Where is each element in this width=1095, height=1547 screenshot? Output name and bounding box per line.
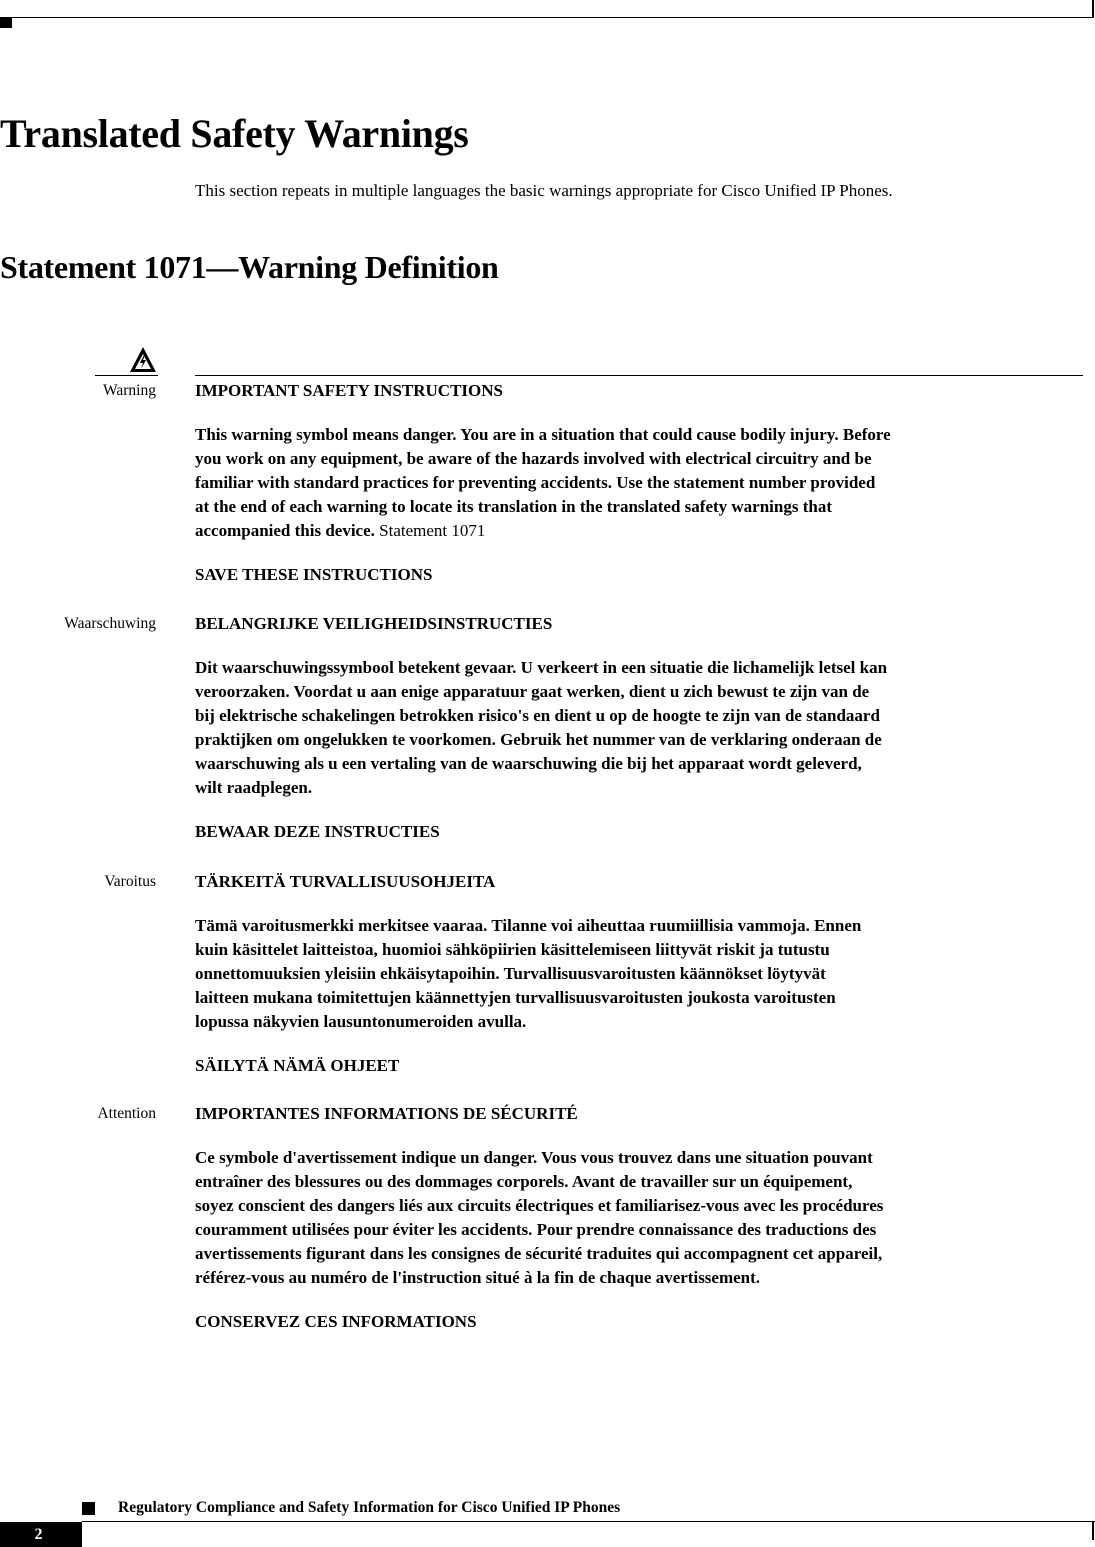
statement-number: Statement 1071: [379, 521, 486, 540]
warning-paragraph: [195, 1146, 1083, 1290]
warning-content: [195, 379, 1083, 587]
line: bij elektrische schakelingen betrokken risico's en dient u op de hoogte te zijn van de standaard: [195, 706, 880, 725]
line: entraîner des blessures ou des dommages corporels. Avant de travailler sur un équipement,: [195, 1172, 853, 1191]
bottom-right-tick: [1092, 1522, 1094, 1540]
line: praktijken om ongelukken te voorkomen. Gebruik het nummer van de verklaring onderaan de: [195, 730, 882, 749]
intro-text: This section repeats in multiple languages the basic warnings appropriate for Cisco Unified IP Phones.: [195, 181, 893, 200]
warning-content: [195, 1102, 1083, 1334]
line: avertissements figurant dans les consignes de sécurité traduites qui accompagnent cet appareil,: [195, 1244, 883, 1263]
warning-content: [195, 612, 1083, 844]
warning-label: Attention: [97, 1105, 156, 1122]
footer-marker: [82, 1502, 95, 1515]
line: lopussa näkyvien lausuntonumeroiden avulla.: [195, 1012, 527, 1031]
page-number: 2: [0, 1522, 82, 1547]
warning-label: Varoitus: [104, 873, 156, 890]
save-instructions: SAVE THESE INSTRUCTIONS: [195, 565, 433, 584]
line: soyez conscient des dangers liés aux circuits électriques et familiarisez-vous avec les procédures: [195, 1196, 884, 1215]
line: waarschuwing als u een vertaling van de waarschuwing die bij het apparaat wordt geleverd,: [195, 754, 862, 773]
warning-content: [195, 870, 1083, 1078]
line: Ce symbole d'avertissement indique un danger. Vous vous trouvez dans une situation pouvant: [195, 1148, 873, 1167]
line: This warning symbol means danger. You are in a situation that could cause bodily injury. Before: [195, 425, 891, 444]
line: familiar with standard practices for preventing accidents. Use the statement number provided: [195, 473, 876, 492]
line: Tämä varoitusmerkki merkitsee vaaraa. Tilanne voi aiheuttaa ruumiillisia vammoja. Ennen: [195, 916, 862, 935]
top-right-tick: [1092, 0, 1094, 18]
line: référez-vous au numéro de l'instruction situé à la fin de chaque avertissement.: [195, 1268, 761, 1287]
warning-lightning-triangle-icon: [128, 345, 158, 375]
footer-rule: [82, 1521, 1095, 1522]
top-left-marker: [0, 18, 12, 28]
warning-heading: BELANGRIJKE VEILIGHEIDSINSTRUCTIES: [195, 614, 553, 633]
section-title: Statement 1071—Warning Definition: [0, 249, 499, 285]
label-rule: [95, 375, 158, 376]
warning-paragraph: [195, 423, 1083, 543]
warning-paragraph: [195, 656, 1083, 800]
warning-rule: [195, 375, 1083, 376]
save-instructions: BEWAAR DEZE INSTRUCTIES: [195, 822, 440, 841]
line: wilt raadplegen.: [195, 778, 313, 797]
save-instructions: CONSERVEZ CES INFORMATIONS: [195, 1312, 477, 1331]
save-instructions: SÄILYTÄ NÄMÄ OHJEET: [195, 1056, 400, 1075]
line: you work on any equipment, be aware of the hazards involved with electrical circuitry and be: [195, 449, 872, 468]
line: kuin käsittelet laitteistoa, huomioi sähköpiirien käsittelemiseen liittyvät riskit ja tutustu: [195, 940, 830, 959]
top-rule: [0, 17, 1092, 18]
warning-label: Warning: [103, 382, 156, 399]
page-title: Translated Safety Warnings: [0, 111, 469, 156]
line: at the end of each warning to locate its translation in the translated safety warnings that: [195, 497, 832, 516]
line: onnettomuuksien yleisiin ehkäisytapoihin. Turvallisuusvaroitusten käännökset löytyvät: [195, 964, 826, 983]
line: Dit waarschuwingssymbool betekent gevaar. U verkeert in een situatie die lichamelijk letsel kan: [195, 658, 888, 677]
line: accompanied this device.: [195, 521, 375, 540]
line: laitteen mukana toimitettujen käännettyjen turvallisuusvaroitusten joukosta varoitusten: [195, 988, 836, 1007]
line: couramment utilisées pour éviter les accidents. Pour prendre connaissance des traductions des: [195, 1220, 877, 1239]
warning-paragraph: [195, 914, 1083, 1034]
warning-label: Waarschuwing: [64, 615, 156, 632]
warning-heading: IMPORTANT SAFETY INSTRUCTIONS: [195, 381, 503, 400]
footer-title: Regulatory Compliance and Safety Information for Cisco Unified IP Phones: [118, 1499, 621, 1516]
warning-heading: TÄRKEITÄ TURVALLISUUSOHJEITA: [195, 872, 496, 891]
line: veroorzaken. Voordat u aan enige apparatuur gaat werken, dient u zich bewust te zijn van de: [195, 682, 870, 701]
warning-heading: IMPORTANTES INFORMATIONS DE SÉCURITÉ: [195, 1104, 578, 1123]
